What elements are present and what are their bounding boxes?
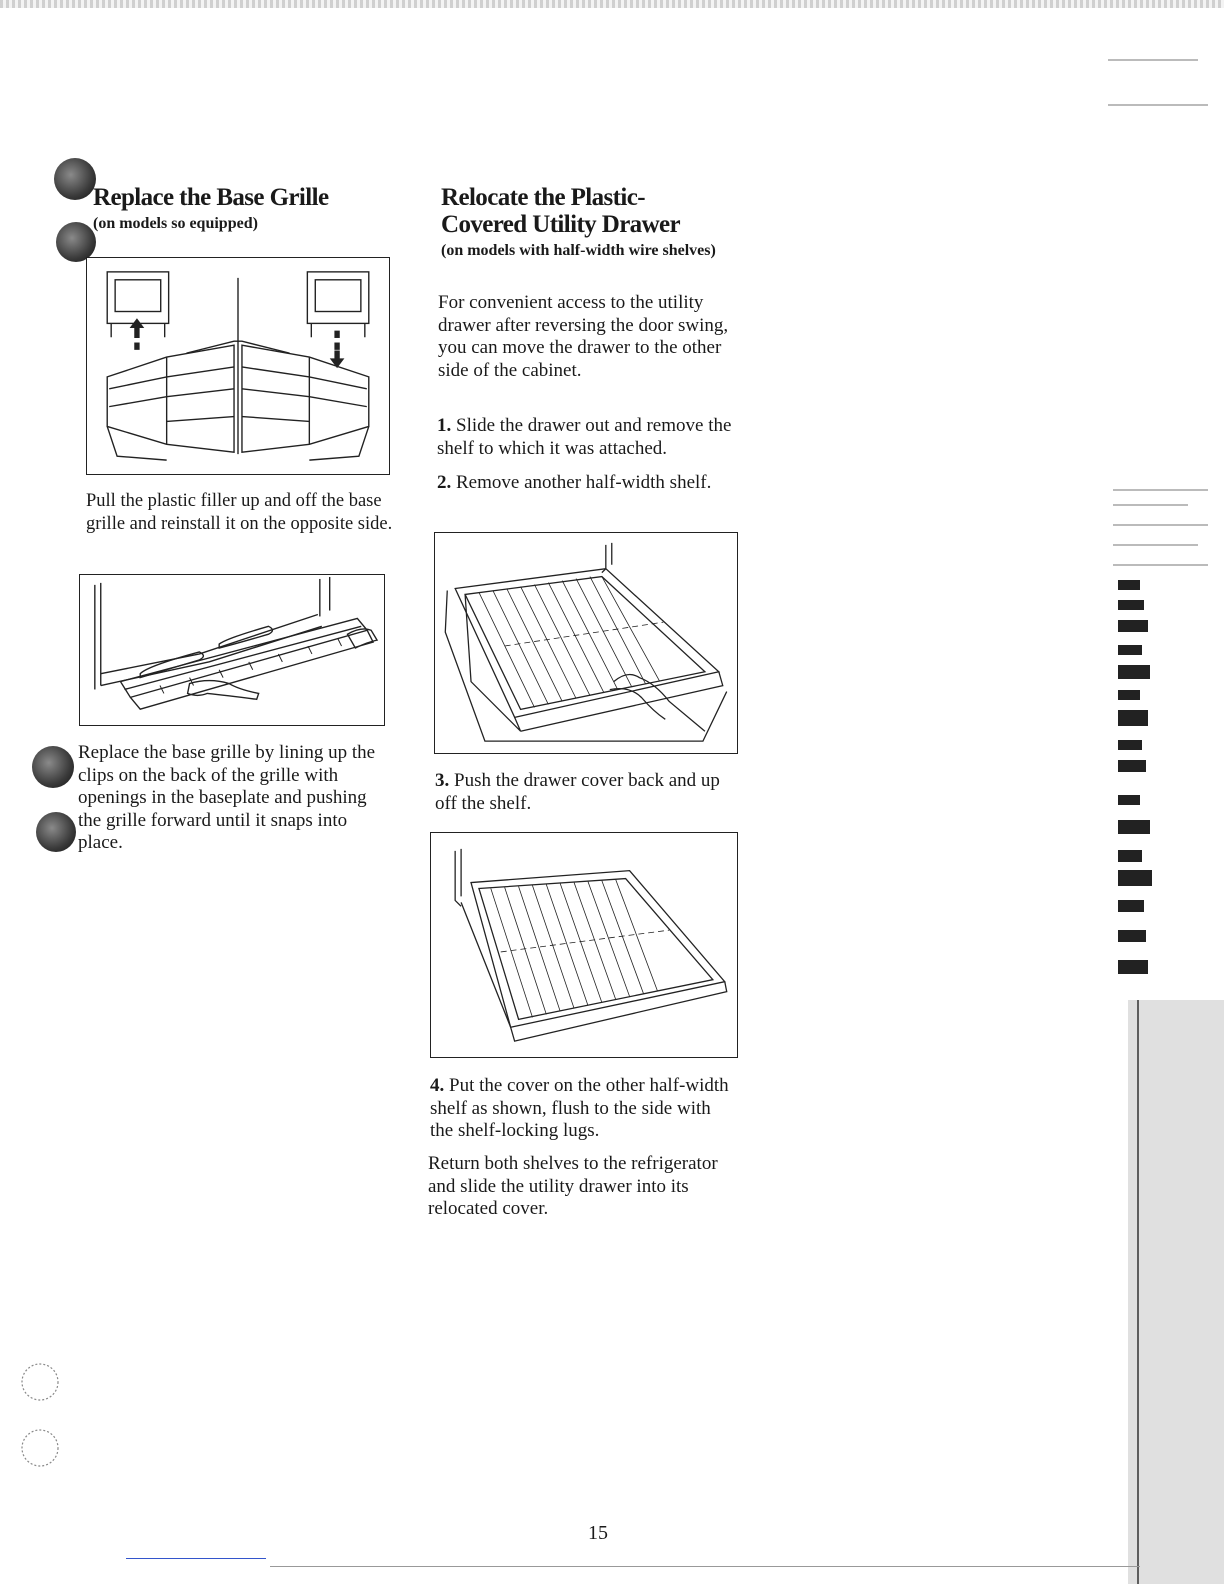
- step-4: [430, 1075, 730, 1143]
- figure-install-grille: [79, 574, 385, 726]
- scan-footer-line: [270, 1566, 1140, 1567]
- left-heading: Replace the Base Grille: [93, 184, 329, 211]
- step-number: 1.: [437, 415, 452, 436]
- page-number: 15: [588, 1522, 608, 1544]
- left-caption-1: Pull the plastic filler up and off the base grille and reinstall it on the opposite side.: [86, 491, 393, 534]
- right-heading-line1: Relocate the Plastic-: [441, 184, 645, 211]
- scan-right-edge: [1108, 0, 1224, 1584]
- right-intro: For convenient access to the utility drawer after reversing the door swing, you can move the drawer to the other side of the cabinet.: [438, 292, 729, 381]
- bullet-hole-icon: [36, 812, 76, 852]
- binding-holes: [16, 1360, 64, 1470]
- step-3: [435, 770, 735, 815]
- right-subheading: (on models with half-width wire shelves): [441, 242, 716, 259]
- step-text: Remove another half-width shelf.: [456, 472, 712, 493]
- step-number: 2.: [437, 472, 452, 493]
- scan-footer-mark: [126, 1558, 266, 1559]
- step-number: 4.: [430, 1075, 445, 1096]
- left-caption-2: Replace the base grille by lining up the clips on the back of the grille with openings in the baseplate and pushing the grille forward until it snaps into place.: [78, 742, 376, 853]
- scan-top-edge: [0, 0, 1224, 8]
- figure-base-grille-filler: [86, 257, 390, 475]
- step-text: Put the cover on the other half-width shelf as shown, flush to the side with the shelf-locking lugs.: [430, 1075, 729, 1141]
- left-subheading: (on models so equipped): [93, 215, 258, 232]
- step-2: [437, 472, 727, 495]
- figure-cover-installed: [430, 832, 738, 1058]
- step-text: Push the drawer cover back and up off the shelf.: [435, 770, 720, 814]
- right-heading-line2: Covered Utility Drawer: [441, 211, 681, 238]
- step-text: Slide the drawer out and remove the shelf to which it was attached.: [437, 415, 732, 459]
- step-1: [437, 415, 737, 460]
- step-number: 3.: [435, 770, 450, 791]
- figure-drawer-removal: [434, 532, 738, 754]
- bullet-hole-icon: [32, 746, 74, 788]
- bullet-hole-icon: [54, 158, 96, 200]
- bullet-hole-icon: [56, 222, 96, 262]
- closing-text: Return both shelves to the refrigerator and slide the utility drawer into its relocated cover.: [428, 1153, 718, 1219]
